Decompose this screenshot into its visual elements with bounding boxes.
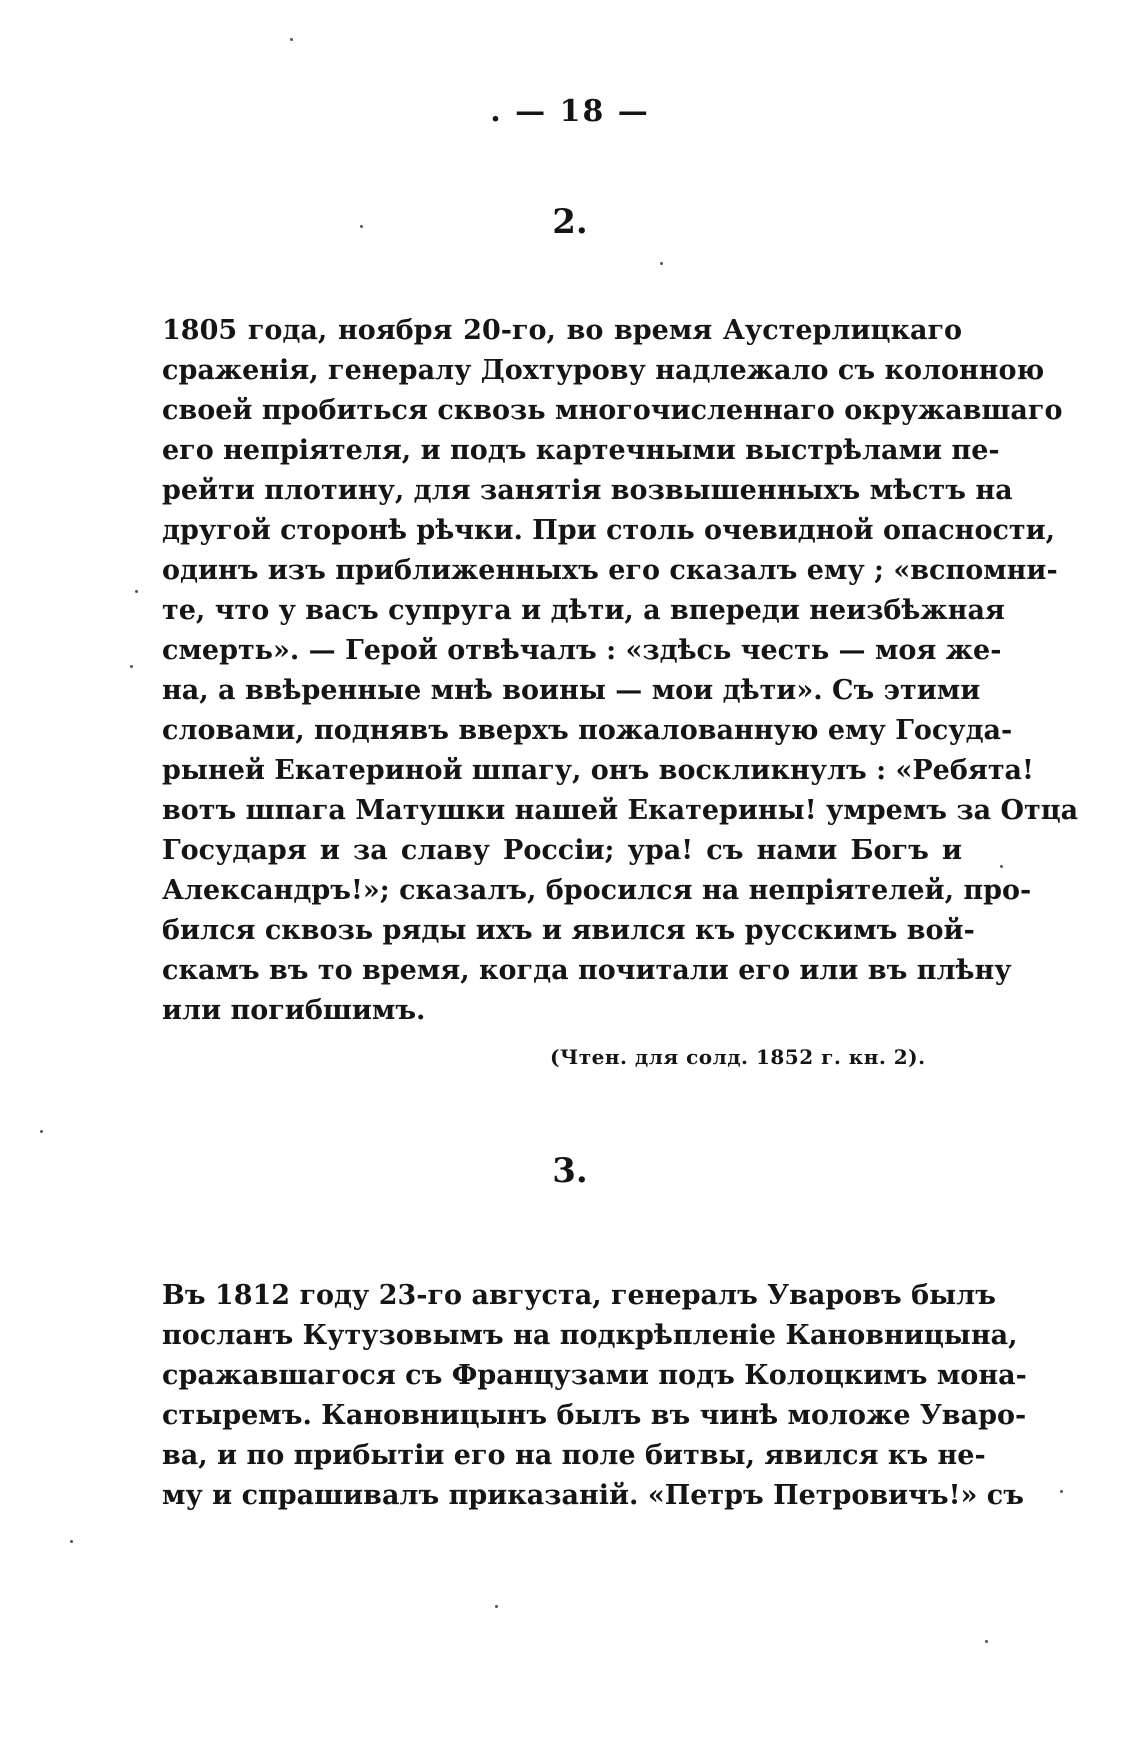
text-line: на, а ввѣренные мнѣ воины — мои дѣти». Съ этими	[162, 675, 981, 706]
section-3-text	[162, 1276, 1027, 1516]
text-line: смерть». — Герой отвѣчалъ : «здѣсь честь — моя же-	[162, 635, 1002, 666]
text-line: Въ 1812 году 23-го августа, генералъ Уваровъ былъ	[162, 1280, 996, 1311]
source-citation: (Чтен. для солд. 1852 г. кн. 2).	[550, 1045, 926, 1069]
scan-speck	[1060, 1490, 1063, 1493]
scan-speck	[985, 1640, 988, 1643]
text-line: его непріятеля, и подъ картечными выстрѣлами пе-	[162, 435, 1000, 466]
text-line: Александръ!»; сказалъ, бросился на непріятелей, про-	[162, 875, 1032, 906]
text-line: сраженія, генералу Дохтурову надлежало съ колонною	[162, 355, 1045, 386]
scan-speck	[660, 262, 663, 265]
scan-speck	[70, 1540, 73, 1543]
text-line: другой сторонѣ рѣчки. При столь очевидной опасности,	[162, 515, 1056, 546]
text-line: словами, поднявъ вверхъ пожалованную ему Госуда-	[162, 715, 1013, 746]
text-line: или погибшимъ.	[162, 995, 426, 1026]
scan-speck	[360, 225, 363, 228]
scan-speck	[290, 38, 293, 41]
section-2-text	[162, 311, 1079, 1031]
text-line: Государя и за славу Россіи; ура! съ нами Богъ и	[162, 835, 962, 866]
text-line: скамъ въ то время, когда почитали его или въ плѣну	[162, 955, 1012, 986]
text-line: своей пробиться сквозь многочисленнаго окружавшаго	[162, 395, 1063, 426]
text-line: 1805 года, ноября 20-го, во время Аустерлицкаго	[162, 315, 962, 346]
section-number-2: 2.	[552, 202, 588, 242]
scan-speck	[1000, 865, 1003, 868]
text-line: рыней Екатериной шпагу, онъ воскликнулъ : «Ребята!	[162, 755, 1034, 786]
text-line: рейти плотину, для занятія возвышенныхъ мѣстъ на	[162, 475, 1013, 506]
text-line: стыремъ. Кановницынъ былъ въ чинѣ моложе Уваро-	[162, 1400, 1027, 1431]
scan-speck	[495, 1605, 498, 1608]
text-line: ва, и по прибытіи его на поле битвы, явился къ не-	[162, 1440, 986, 1471]
text-line: бился сквозь ряды ихъ и явился къ русскимъ вой-	[162, 915, 975, 946]
text-line: вотъ шпага Матушки нашей Екатерины! умремъ за Отца	[162, 795, 1079, 826]
text-line: сражавшагося съ Французами подъ Колоцкимъ мона-	[162, 1360, 1027, 1391]
page-number: . — 18 —	[490, 94, 650, 129]
section-number-3: 3.	[552, 1151, 588, 1191]
text-line: посланъ Кутузовымъ на подкрѣпленіе Кановницына,	[162, 1320, 1018, 1351]
scan-speck	[135, 590, 138, 593]
scan-speck	[40, 1130, 43, 1133]
scan-speck	[130, 665, 133, 668]
text-line: одинъ изъ приближенныхъ его сказалъ ему ; «вспомни-	[162, 555, 1058, 586]
text-line: му и спрашивалъ приказаній. «Петръ Петровичъ!» съ	[162, 1480, 1024, 1511]
text-line: те, что у васъ супруга и дѣти, а впереди неизбѣжная	[162, 595, 1005, 626]
